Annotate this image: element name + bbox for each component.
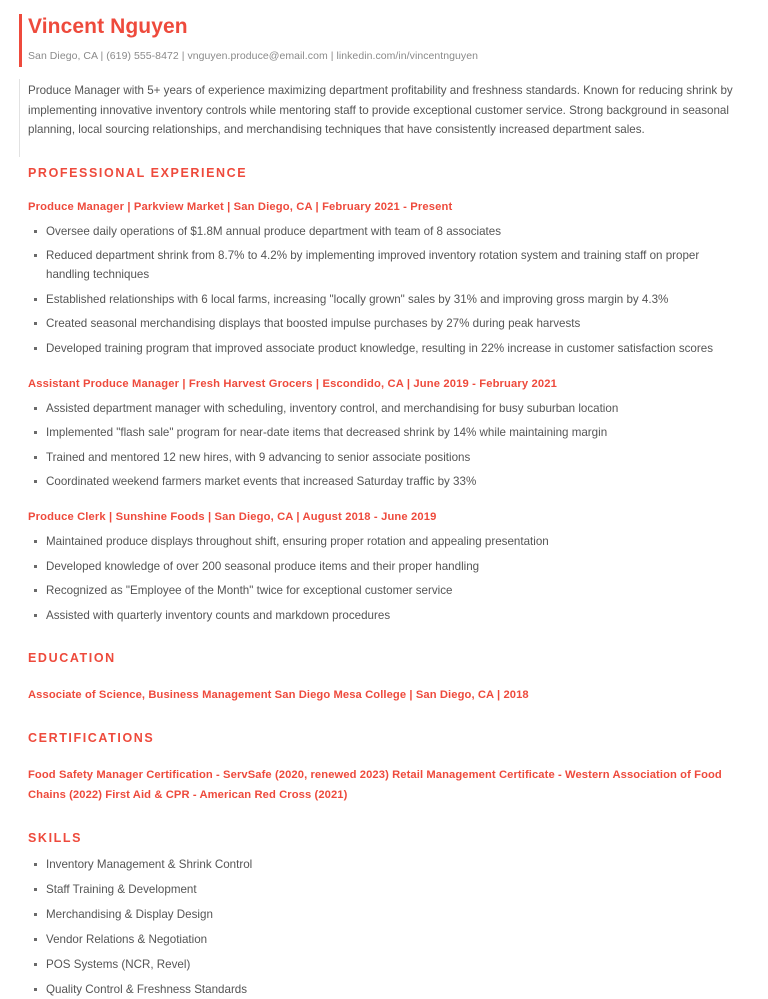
section-title-experience: PROFESSIONAL EXPERIENCE <box>28 165 248 180</box>
resume-header <box>0 0 768 63</box>
job-bullet: Established relationships with 6 local farms, increasing "locally grown" sales by 31% and improving gross margin by 4.3% <box>28 290 740 309</box>
job-heading: Assistant Produce Manager | Fresh Harvest Grocers | Escondido, CA | June 2019 - February 2021 <box>28 377 558 390</box>
certification-entry: Food Safety Manager Certification - ServSafe (2020, renewed 2023) Retail Management Certificate - Western Association of Food Chains (2022) First Aid & CPR - American Red Cross (2021) <box>28 768 722 801</box>
job-bullet: Trained and mentored 12 new hires, with 9 advancing to senior associate positions <box>28 448 740 467</box>
section-title-skills: SKILLS <box>28 830 83 845</box>
contact-line: San Diego, CA | (619) 555-8472 | vnguyen.produce@email.com | linkedin.com/in/vincentnguyen <box>28 50 479 62</box>
job-bullet: Created seasonal merchandising displays that boosted impulse purchases by 27% during peak harvests <box>28 314 740 333</box>
section-skills <box>0 830 768 999</box>
summary-section <box>0 63 768 140</box>
summary-text: Produce Manager with 5+ years of experience maximizing department profitability and freshness standards. Known for reducing shrink by implementing innovative inventory controls while mentoring staff to provide exceptional customer service. Strong background in seasonal planning, local sourcing relationships, and merchandising techniques that have consistently increased department sales. <box>28 84 733 136</box>
experience-entry <box>28 377 740 492</box>
job-bullet: Developed knowledge of over 200 seasonal produce items and their proper handling <box>28 557 740 576</box>
section-title-certifications: CERTIFICATIONS <box>28 730 155 745</box>
header-accent-bar <box>19 14 22 67</box>
skill-item: Merchandising & Display Design <box>28 905 740 924</box>
summary-accent-rule <box>19 79 20 157</box>
section-certifications <box>0 730 768 805</box>
skill-item: Quality Control & Freshness Standards <box>28 980 740 999</box>
experience-entry <box>28 200 740 358</box>
job-bullet-list <box>28 532 740 625</box>
candidate-name: Vincent Nguyen <box>28 15 188 38</box>
skill-item: Vendor Relations & Negotiation <box>28 930 740 949</box>
skill-item: Inventory Management & Shrink Control <box>28 855 740 874</box>
section-education <box>0 650 768 705</box>
job-heading: Produce Manager | Parkview Market | San Diego, CA | February 2021 - Present <box>28 200 453 213</box>
job-bullet: Recognized as "Employee of the Month" twice for exceptional customer service <box>28 581 740 600</box>
job-bullet: Coordinated weekend farmers market events that increased Saturday traffic by 33% <box>28 472 740 491</box>
section-professional-experience <box>0 165 768 625</box>
job-bullet-list <box>28 399 740 492</box>
job-bullet: Oversee daily operations of $1.8M annual produce department with team of 8 associates <box>28 222 740 241</box>
experience-entry <box>28 510 740 625</box>
skills-list <box>28 855 740 999</box>
section-title-education: EDUCATION <box>28 650 116 665</box>
skill-item: Staff Training & Development <box>28 880 740 899</box>
job-bullet: Developed training program that improved associate product knowledge, resulting in 22% increase in customer satisfaction scores <box>28 339 740 358</box>
skill-item: POS Systems (NCR, Revel) <box>28 955 740 974</box>
job-bullet: Reduced department shrink from 8.7% to 4.2% by implementing improved inventory rotation system and training staff on proper handling techniques <box>28 246 740 284</box>
job-bullet: Maintained produce displays throughout shift, ensuring proper rotation and appealing presentation <box>28 532 740 551</box>
job-bullet: Assisted department manager with scheduling, inventory control, and merchandising for busy suburban location <box>28 399 740 418</box>
job-bullet-list <box>28 222 740 358</box>
job-bullet: Assisted with quarterly inventory counts and markdown procedures <box>28 606 740 625</box>
job-bullet: Implemented "flash sale" program for near-date items that decreased shrink by 14% while maintaining margin <box>28 423 740 442</box>
job-heading: Produce Clerk | Sunshine Foods | San Diego, CA | August 2018 - June 2019 <box>28 511 437 523</box>
education-entry: Associate of Science, Business Management San Diego Mesa College | San Diego, CA | 2018 <box>28 688 529 701</box>
